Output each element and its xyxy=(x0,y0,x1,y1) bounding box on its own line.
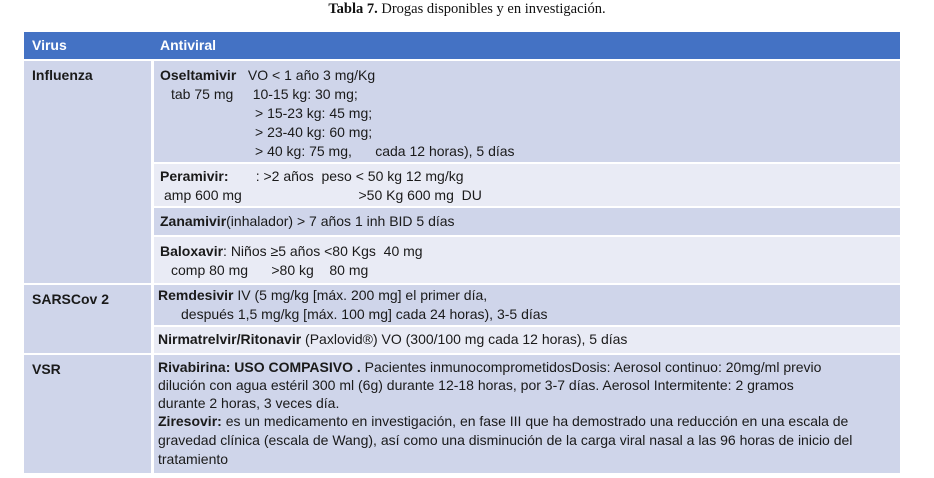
baloxavir-cell xyxy=(154,237,900,283)
baloxavir-line-1 xyxy=(160,242,423,261)
ziresovir-text-1: es un medicamento en investigación, en fase III que ha demostrado una reducción en una escala de xyxy=(221,413,849,429)
rivabirina-text-1: Pacientes inmunocomprometidosDosis: Aerosol continuo: 20mg/ml previo xyxy=(360,359,822,375)
remdesivir-line-1 xyxy=(158,286,487,305)
virus-vsr: VSR xyxy=(24,355,151,473)
nirmatrelvir-dose: (Paxlovid®) VO (300/100 mg cada 12 horas), 5 días xyxy=(301,331,628,347)
oseltamivir-line-3: > 15-23 kg: 45 mg; xyxy=(255,105,373,121)
remdesivir-line-2: después 1,5 mg/kg [máx. 100 mg] cada 24 horas), 3-5 días xyxy=(181,306,548,322)
rivabirina-line-2: dilución con agua estéril 300 ml (6g) durante 12-18 horas, por 3-7 días. Aerosol Intermitente: 2 gramos xyxy=(158,377,794,393)
oseltamivir-line-1 xyxy=(160,66,375,85)
caption-text: Drogas disponibles y en investigación. xyxy=(377,1,606,17)
oseltamivir-line-2: tab 75 mg 10-15 kg: 30 mg; xyxy=(171,86,358,102)
vsr-treatment-cell xyxy=(154,355,900,473)
zanamivir-dose: (inhalador) > 7 años 1 inh BID 5 días xyxy=(226,213,455,229)
peramivir-line-2: amp 600 mg >50 Kg 600 mg DU xyxy=(164,187,482,203)
virus-sarscov2: SARSCov 2 xyxy=(24,285,151,353)
peramivir-cell xyxy=(154,164,900,206)
remdesivir-dose-1: IV (5 mg/kg [máx. 200 mg] el primer día, xyxy=(233,287,488,303)
nirmatrelvir-cell xyxy=(154,327,900,353)
header-virus: Virus xyxy=(32,37,67,53)
ziresovir-line-1 xyxy=(158,412,848,431)
oseltamivir-line-5: > 40 kg: 75 mg, cada 12 horas), 5 días xyxy=(255,143,515,159)
oseltamivir-name: Oseltamivir xyxy=(160,67,237,83)
baloxavir-line-2: comp 80 mg >80 kg 80 mg xyxy=(171,262,369,278)
caption-label: Tabla 7. xyxy=(328,1,378,17)
nirmatrelvir-line xyxy=(158,330,627,349)
ziresovir-line-3: tratamiento xyxy=(158,451,229,467)
peramivir-name: Peramivir: xyxy=(160,168,229,184)
baloxavir-dose-1: : Niños ≥5 años <80 Kgs 40 mg xyxy=(223,243,423,259)
ziresovir-name: Ziresovir: xyxy=(158,413,222,429)
peramivir-dose-1: : >2 años peso < 50 kg 12 mg/kg xyxy=(228,168,464,184)
zanamivir-cell xyxy=(154,208,900,235)
rivabirina-line-3: durante 2 horas, 3 veces día. xyxy=(158,395,340,411)
oseltamivir-cell xyxy=(154,61,900,162)
zanamivir-line xyxy=(160,212,455,231)
oseltamivir-line-4: > 23-40 kg: 60 mg; xyxy=(255,124,373,140)
table-header xyxy=(24,32,900,59)
header-antiviral: Antiviral xyxy=(160,37,217,53)
zanamivir-name: Zanamivir xyxy=(160,213,227,229)
rivabirina-name: Rivabirina: USO COMPASIVO . xyxy=(158,359,361,375)
remdesivir-name: Remdesivir xyxy=(158,287,234,303)
peramivir-line-1 xyxy=(160,167,464,186)
baloxavir-name: Baloxavir xyxy=(160,243,224,259)
remdesivir-cell xyxy=(154,285,900,325)
nirmatrelvir-name: Nirmatrelvir/Ritonavir xyxy=(158,331,302,347)
ziresovir-line-2: gravedad clínica (escala de Wang), así como una disminución de la carga viral nasal a las 96 horas de inicio del xyxy=(158,432,853,448)
rivabirina-line-1 xyxy=(158,358,821,377)
virus-influenza: Influenza xyxy=(24,61,151,283)
oseltamivir-dose-1: VO < 1 año 3 mg/Kg xyxy=(236,67,376,83)
table-caption xyxy=(0,1,934,18)
